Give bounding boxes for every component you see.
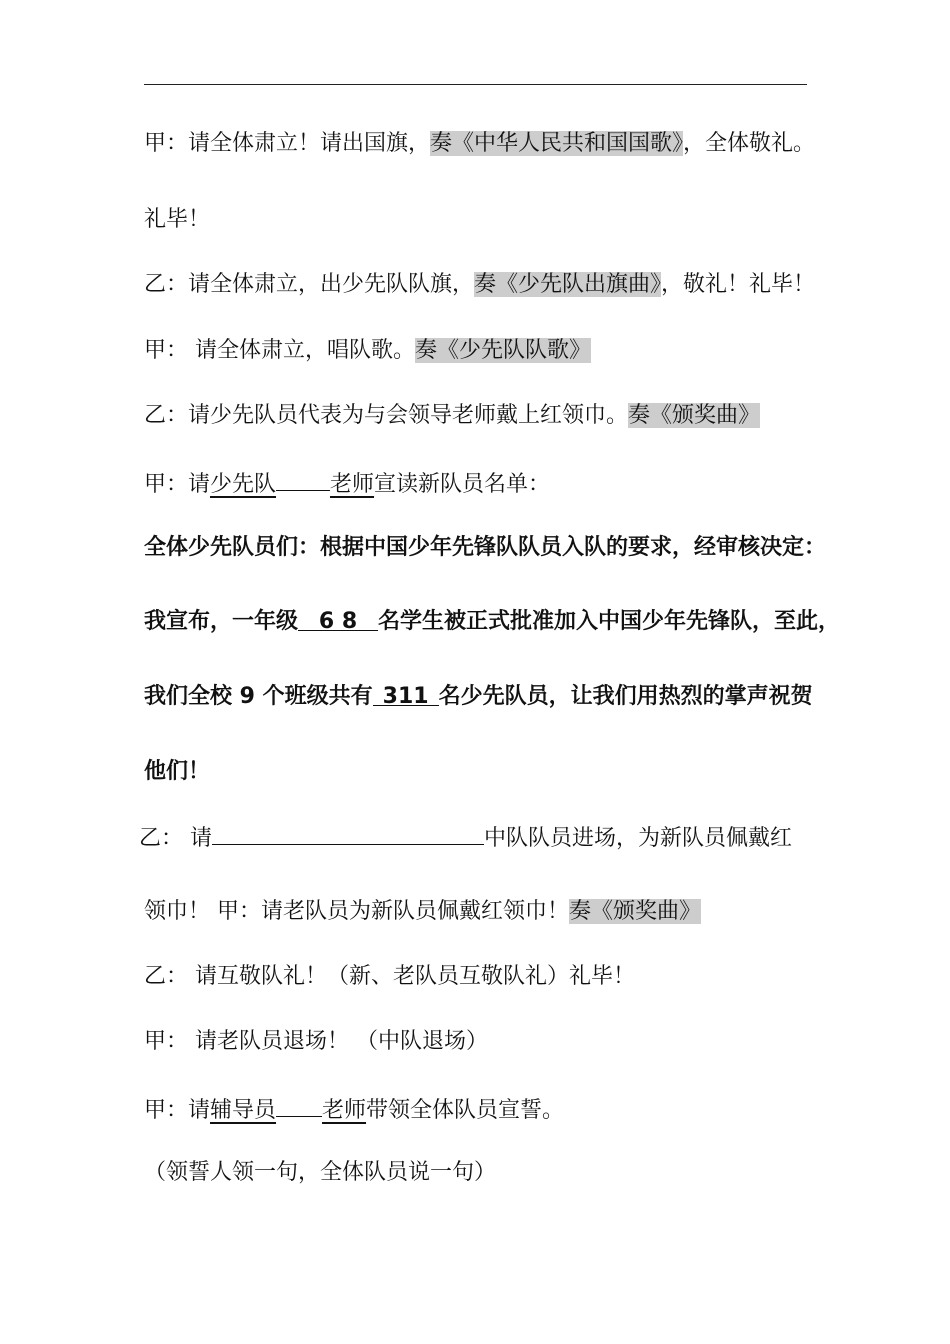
line-team-song — [144, 335, 591, 367]
text: 中队队员进场，为新队员佩戴红 — [484, 826, 793, 851]
line-national-anthem — [144, 128, 815, 160]
line-mutual-salute — [144, 961, 635, 993]
text: 带领全体队员宣誓。 — [366, 1098, 565, 1123]
text: 名学生被正式批准加入中国少年先锋队，至此， — [378, 609, 841, 634]
line-read-list — [144, 466, 550, 501]
text: ，全体敬礼。 — [683, 131, 816, 156]
text: 乙： 请 — [139, 826, 212, 851]
new-member-count: 6 8 — [298, 606, 378, 631]
header-rule — [144, 84, 807, 85]
line-squad-enter — [139, 820, 792, 855]
announce-line-2 — [144, 606, 840, 638]
line-salute-end — [144, 204, 210, 236]
line-wear-scarf — [144, 896, 701, 928]
squad-name-blank — [212, 820, 484, 845]
underlined-teacher-2: 老师 — [322, 1098, 367, 1123]
text: 我们全校 9 个班级共有 — [144, 684, 373, 709]
highlight-flag-song: 奏《少先队出旗曲》 — [474, 272, 662, 297]
text: 他们！ — [144, 759, 211, 784]
highlight-award-song: 奏《颁奖曲》 — [628, 403, 761, 428]
highlight-award-song-2: 奏《颁奖曲》 — [569, 899, 702, 924]
text: 甲： 请老队员退场！ （中队退场） — [144, 1029, 488, 1054]
text: 乙：请全体肃立，出少先队队旗， — [144, 272, 475, 297]
highlight-anthem: 奏《中华人民共和国国歌》 — [430, 131, 684, 156]
text: 礼毕！ — [144, 207, 211, 232]
line-veterans-exit — [144, 1026, 488, 1058]
text: （领誓人领一句，全体队员说一句） — [144, 1160, 497, 1185]
text: 名少先队员，让我们用热烈的掌声祝贺 — [438, 684, 813, 709]
line-team-flag — [144, 269, 815, 301]
text: 我宣布，一年级 — [144, 609, 299, 634]
text: 甲： 请全体肃立，唱队歌。 — [144, 338, 415, 363]
text: ，敬礼！礼毕！ — [661, 272, 816, 297]
text: 甲：请 — [144, 472, 211, 497]
underlined-name: 少先队 — [210, 472, 277, 497]
text: 宣读新队员名单： — [374, 472, 551, 497]
line-oath-note — [144, 1157, 496, 1189]
text: 乙： 请互敬队礼！（新、老队员互敬队礼）礼毕！ — [144, 964, 635, 989]
text: 乙：请少先队员代表为与会领导老师戴上红领巾。 — [144, 403, 629, 428]
line-oath — [144, 1092, 564, 1127]
highlight-team-song: 奏《少先队队歌》 — [415, 338, 592, 363]
counselor-name-blank — [276, 1092, 322, 1117]
line-red-scarf — [144, 400, 760, 432]
underlined-counselor: 辅导员 — [210, 1098, 277, 1123]
total-member-count: 311 — [373, 681, 439, 706]
announce-line-4 — [144, 756, 210, 788]
name-blank — [276, 466, 330, 491]
underlined-teacher: 老师 — [330, 472, 375, 497]
text: 甲：请 — [144, 1098, 211, 1123]
announce-line-1 — [144, 532, 826, 564]
text: 领巾！ 甲：请老队员为新队员佩戴红领巾！ — [144, 899, 569, 924]
announce-line-3 — [144, 681, 813, 713]
text: 全体少先队员们：根据中国少年先锋队队员入队的要求，经审核决定： — [144, 535, 827, 560]
text: 甲：请全体肃立！请出国旗， — [144, 131, 431, 156]
